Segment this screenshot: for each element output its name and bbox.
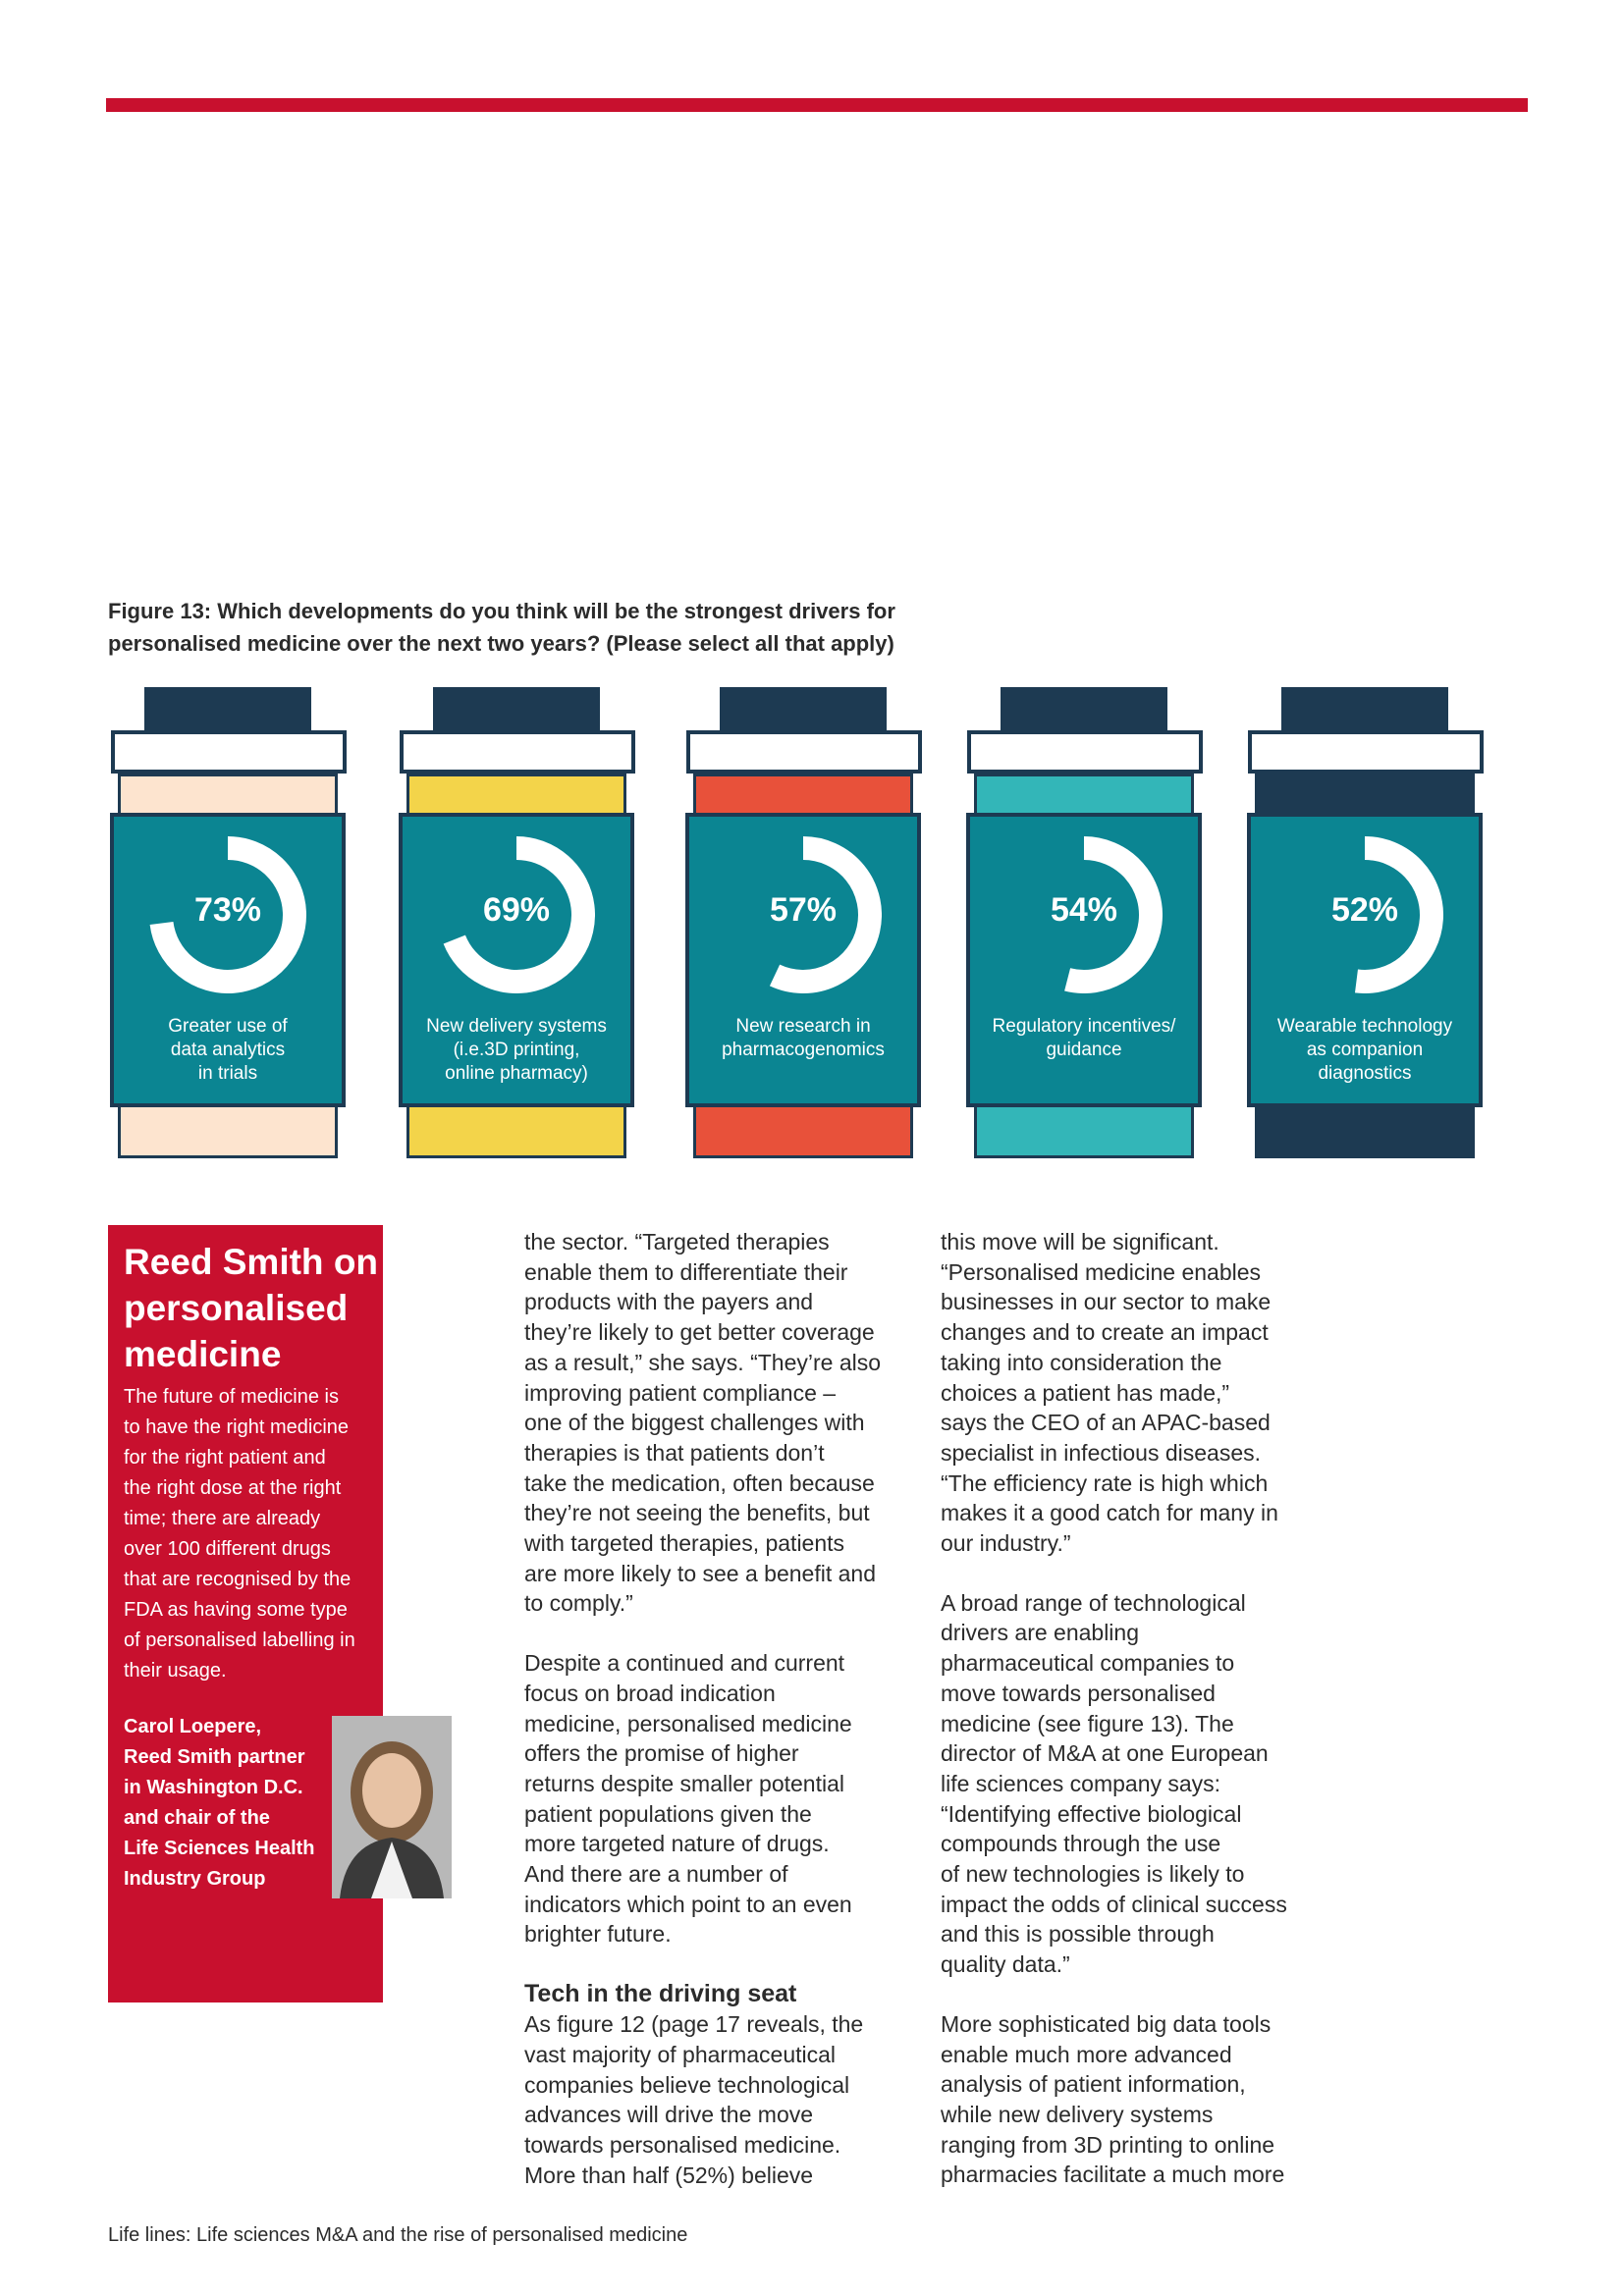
jar-caption: Regulatory incentives/ guidance [992,1016,1176,1060]
sidebar-author: Carol Loepere, Reed Smith partner in Washington D.C. and chair of the Life Sciences Health Industry Group [124,1716,315,1890]
jar-rim [967,730,1203,774]
body-column-1 [524,1227,917,2219]
jar-3 [683,687,923,1160]
jar-5 [1245,687,1485,1160]
jar-band-top [693,774,913,813]
jar-caption: Wearable technology as companion diagnostics [1276,1016,1453,1084]
jar-4 [964,687,1204,1160]
column1-paragraph-1: the sector. “Targeted therapies enable them to differentiate their products with the payers and they’re likely to get better coverage as a result,” she says. “They’re also improving patient compliance – one of the biggest challenges with therapies is that patients don’t take the medication, often because they’re not seeing the benefits, but with targeted therapies, patients are more likely to see a benefit and to comply.” [524,1229,882,1617]
jar-band-bottom [118,1107,338,1158]
jar-band-bottom [693,1107,913,1158]
column1-paragraph-3: As figure 12 (page 17 reveals, the vast majority of pharmaceutical companies believe technological advances will drive the move towards personalised medicine. More than half (52%) believe [524,2011,864,2188]
jar-rim [400,730,635,774]
jar-band-bottom [1255,1107,1475,1158]
figure-title: Figure 13: Which developments do you think will be the strongest drivers for personalised medicine over the next two years? (Please select all that apply) [108,599,895,656]
jar-band-top [1255,774,1475,813]
jar-cap [433,687,600,732]
author-photo [332,1716,452,1898]
column2-paragraph-2: A broad range of technological drivers are enabling pharmaceutical companies to move towards personalised medicine (see figure 13). The director of M&A at one European life sciences company says: “Identifying effective biological compounds through the use of new technologies is likely to impact the odds of clinical success and this is possible through quality data.” [941,1589,1287,1978]
jar-rim [1248,730,1484,774]
jar-1 [108,687,348,1160]
portrait-icon [332,1716,452,1898]
column1-paragraph-2: Despite a continued and current focus on broad indication medicine, personalised medicine offers the promise of higher returns despite smaller potential patient populations given the more targeted nature of drugs. And there are a number of indicators which point to an even brighter future. [524,1650,852,1948]
jar-caption: Greater use of data analytics in trials [168,1016,288,1084]
jar-rim [111,730,347,774]
jar-rim [686,730,922,774]
percent-label: 57% [769,891,838,929]
jar-2 [397,687,636,1160]
sidebar-heading: Reed Smith on personalised medicine [124,1242,379,1374]
sidebar-intro: The future of medicine is to have the right medicine for the right patient and the right dose at the right time; there are already over 100 different drugs that are recognised by the FDA as having some type of personalised labelling in their usage. [124,1386,355,1682]
percent-label: 54% [1050,891,1118,929]
jar-cap [144,687,311,732]
column2-paragraph-1: this move will be significant. “Personalised medicine enables businesses in our sector to make changes and to create an impact taking into consideration the choices a patient has made,” says the CEO of an APAC-based specialist in infectious diseases. “The efficiency rate is high which makes it a good catch for many in our industry.” [941,1229,1278,1557]
jar-cap [1281,687,1448,732]
jar-caption: New research in pharmacogenomics [722,1016,885,1060]
column2-paragraph-3: More sophisticated big data tools enable much more advanced analysis of patient information, while new delivery systems ranging from 3D printing to online pharmacies facilitate a much more [941,2010,1285,2188]
jar-cap [1001,687,1167,732]
jar-band-top [974,774,1194,813]
jar-band-top [406,774,626,813]
top-accent-bar [106,98,1528,112]
jar-cap [720,687,887,732]
footer-text: Life lines: Life sciences M&A and the rise of personalised medicine [108,2224,688,2246]
jar-band-bottom [406,1107,626,1158]
jar-band-top [118,774,338,813]
section-heading: Tech in the driving seat [524,1980,797,2008]
body-column-2 [941,1227,1333,2219]
percent-label: 73% [193,891,262,929]
percent-label: 52% [1330,891,1399,929]
jar-caption: New delivery systems (i.e.3D printing, online pharmacy) [426,1016,607,1084]
jar-band-bottom [974,1107,1194,1158]
percent-label: 69% [482,891,551,929]
reed-smith-sidebar [108,1225,383,2002]
